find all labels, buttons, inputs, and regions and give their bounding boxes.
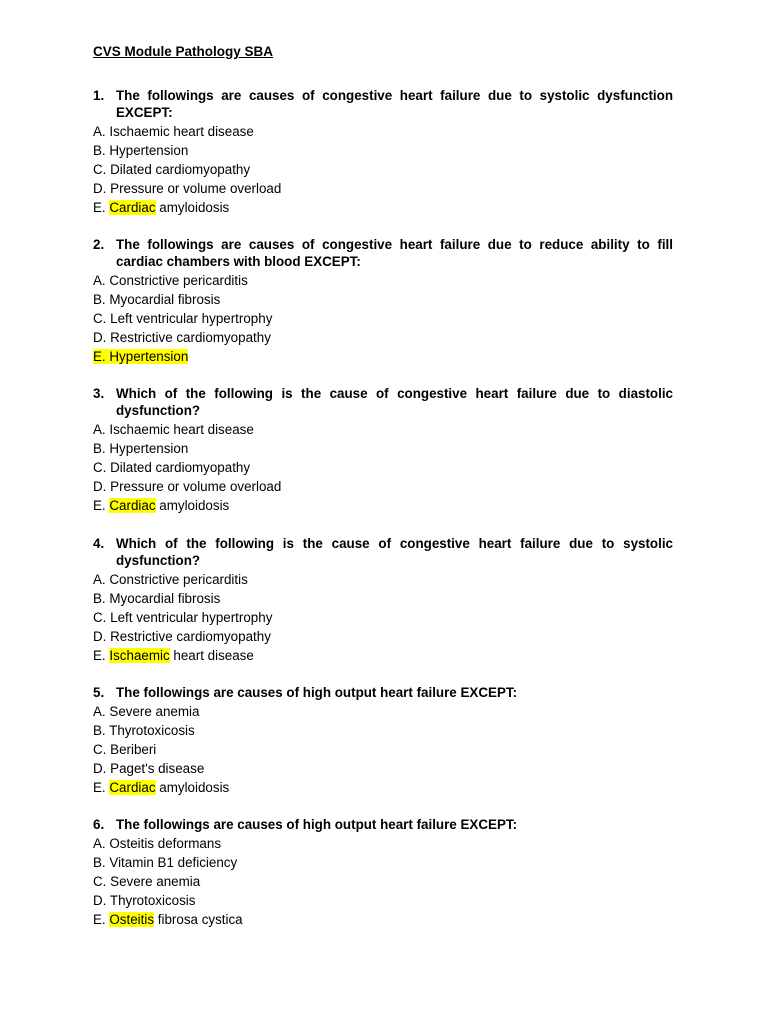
option-item — [93, 496, 673, 515]
option-item — [93, 778, 673, 797]
option-letter: B. — [93, 440, 106, 456]
option-text: Left ventricular hypertrophy — [110, 310, 273, 326]
option-item — [93, 891, 673, 910]
option-letter: C. — [93, 741, 107, 757]
highlighted-answer — [93, 349, 188, 364]
option-letter: D. — [93, 329, 107, 345]
option-letter: B. — [93, 590, 106, 606]
option-text: Severe anemia — [109, 703, 200, 719]
document-title: CVS Module Pathology SBA — [93, 44, 274, 59]
option-item — [93, 608, 673, 627]
option-item — [93, 646, 673, 665]
option-letter: C. — [93, 873, 107, 889]
option-letter: A. — [93, 703, 106, 719]
option-item — [93, 439, 673, 458]
question-stem — [93, 817, 673, 834]
question-1 — [93, 88, 673, 217]
option-text: Restrictive cardiomyopathy — [110, 628, 271, 644]
option-text: Myocardial fibrosis — [109, 590, 221, 606]
option-item — [93, 702, 673, 721]
option-item — [93, 309, 673, 328]
option-letter: D. — [93, 478, 107, 494]
question-5 — [93, 685, 673, 797]
option-letter: A. — [93, 835, 106, 851]
option-letter: E. — [93, 348, 106, 364]
question-stem — [93, 88, 673, 122]
question-number: 5. — [93, 685, 105, 700]
option-text: amyloidosis — [159, 199, 230, 215]
question-2 — [93, 237, 673, 366]
option-text: Ischaemic heart disease — [109, 123, 254, 139]
question-text: The followings are causes of congestive heart failure due to reduce ability to fill cardiac chambers with blood EXCEPT: — [116, 237, 673, 269]
option-letter: D. — [93, 761, 107, 777]
option-item — [93, 198, 673, 217]
option-text: Paget's disease — [110, 761, 205, 777]
question-text: The followings are causes of high output heart failure EXCEPT: — [116, 685, 518, 700]
question-3 — [93, 386, 673, 515]
question-text: The followings are causes of congestive heart failure due to systolic dysfunction EXCEPT: — [116, 88, 673, 120]
option-item — [93, 627, 673, 646]
option-letter: E. — [93, 497, 106, 513]
option-text: Hypertension — [109, 440, 189, 456]
option-text: heart disease — [173, 647, 254, 663]
option-highlight-text: Cardiac — [109, 199, 156, 215]
option-text: amyloidosis — [159, 497, 230, 513]
option-text: Pressure or volume overload — [110, 478, 282, 494]
option-item — [93, 420, 673, 439]
option-list — [93, 122, 673, 217]
option-item — [93, 160, 673, 179]
question-number: 1. — [93, 88, 105, 103]
option-letter: C. — [93, 161, 107, 177]
option-item — [93, 477, 673, 496]
option-letter: E. — [93, 912, 106, 928]
option-highlight-text: Hypertension — [109, 348, 189, 364]
option-item — [93, 271, 673, 290]
option-text: Osteitis deformans — [109, 835, 222, 851]
option-item — [93, 328, 673, 347]
option-item — [93, 834, 673, 853]
option-item — [93, 759, 673, 778]
option-item — [93, 458, 673, 477]
option-letter: D. — [93, 628, 107, 644]
option-letter: E. — [93, 199, 106, 215]
option-text: Vitamin B1 deficiency — [109, 854, 238, 870]
option-text: amyloidosis — [159, 780, 230, 796]
option-item — [93, 141, 673, 160]
option-text: Pressure or volume overload — [110, 180, 282, 196]
question-number: 3. — [93, 386, 105, 401]
option-text: Hypertension — [109, 142, 189, 158]
option-text: Constrictive pericarditis — [109, 571, 248, 587]
question-stem — [93, 536, 673, 570]
option-item — [93, 347, 673, 366]
option-letter: B. — [93, 722, 106, 738]
question-stem — [93, 237, 673, 271]
option-item — [93, 179, 673, 198]
option-item — [93, 853, 673, 872]
option-item — [93, 721, 673, 740]
option-item — [93, 872, 673, 891]
option-letter: C. — [93, 310, 107, 326]
option-letter: E. — [93, 647, 106, 663]
option-list — [93, 570, 673, 665]
option-text: fibrosa cystica — [157, 912, 243, 928]
option-highlight-text: Osteitis — [109, 912, 155, 928]
question-number: 2. — [93, 237, 105, 252]
option-letter: E. — [93, 780, 106, 796]
option-item — [93, 570, 673, 589]
option-letter: A. — [93, 272, 106, 288]
option-text: Severe anemia — [110, 873, 201, 889]
question-text: Which of the following is the cause of congestive heart failure due to systolic dysfunction? — [116, 536, 673, 568]
option-list — [93, 702, 673, 797]
option-item — [93, 910, 673, 929]
option-list — [93, 420, 673, 515]
option-text: Thyrotoxicosis — [109, 722, 195, 738]
question-4 — [93, 536, 673, 665]
question-6 — [93, 817, 673, 929]
option-text: Restrictive cardiomyopathy — [110, 329, 271, 345]
question-stem — [93, 386, 673, 420]
option-text: Thyrotoxicosis — [109, 893, 196, 909]
option-text: Beriberi — [110, 741, 157, 757]
option-list — [93, 834, 673, 929]
option-letter: B. — [93, 142, 106, 158]
option-highlight-text: Cardiac — [109, 497, 156, 513]
question-number: 6. — [93, 817, 105, 832]
option-letter: D. — [93, 893, 107, 909]
option-letter: C. — [93, 609, 107, 625]
option-text: Ischaemic heart disease — [109, 421, 254, 437]
option-item — [93, 290, 673, 309]
option-item — [93, 122, 673, 141]
option-text: Myocardial fibrosis — [109, 291, 221, 307]
option-item — [93, 740, 673, 759]
option-letter: A. — [93, 123, 106, 139]
question-text: Which of the following is the cause of congestive heart failure due to diastolic dysfunction? — [116, 386, 673, 418]
option-letter: D. — [93, 180, 107, 196]
option-item — [93, 589, 673, 608]
option-letter: A. — [93, 421, 106, 437]
option-text: Left ventricular hypertrophy — [110, 609, 273, 625]
option-highlight-text: Ischaemic — [109, 647, 170, 663]
option-list — [93, 271, 673, 366]
option-letter: B. — [93, 291, 106, 307]
option-text: Dilated cardiomyopathy — [110, 161, 251, 177]
option-highlight-text: Cardiac — [109, 780, 156, 796]
question-number: 4. — [93, 536, 105, 551]
option-text: Constrictive pericarditis — [109, 272, 248, 288]
question-stem — [93, 685, 673, 702]
option-letter: B. — [93, 854, 106, 870]
option-text: Dilated cardiomyopathy — [110, 459, 251, 475]
question-text: The followings are causes of high output heart failure EXCEPT: — [116, 817, 518, 832]
option-letter: C. — [93, 459, 107, 475]
option-letter: A. — [93, 571, 106, 587]
